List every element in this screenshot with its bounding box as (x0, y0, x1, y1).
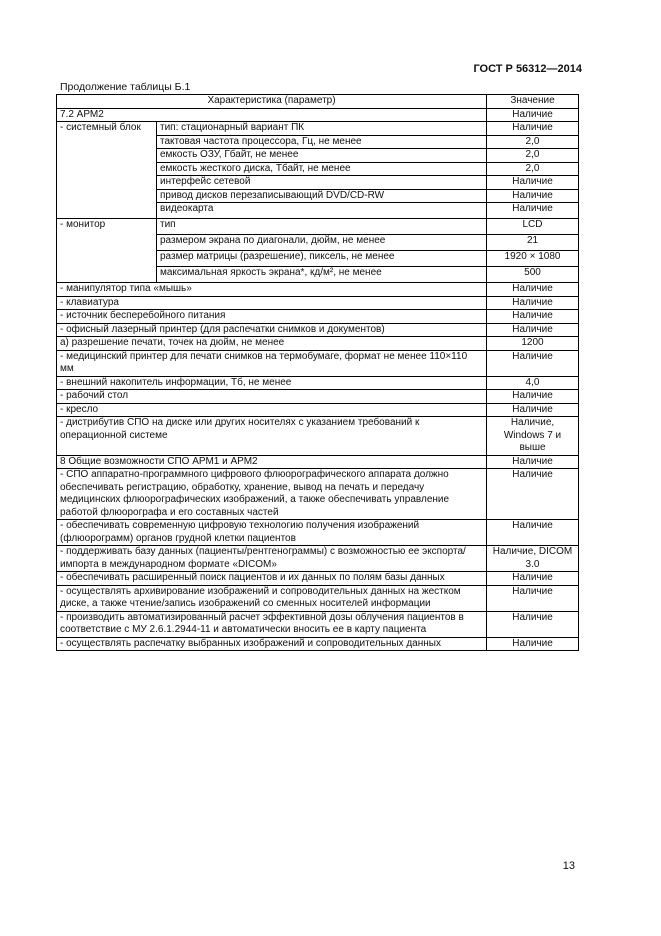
row-value: Наличие, Windows 7 и выше (487, 417, 579, 456)
page-number: 13 (562, 860, 575, 872)
row-text: - поддерживать базу данных (пациенты/рентгенограммы) с возможностью ее экспорта/импорта в международном формате «DICOM» (57, 546, 487, 572)
value-cell: 2,0 (487, 135, 579, 149)
table-row (57, 350, 579, 376)
param-cell: емкость жесткого диска, Тбайт, не менее (157, 162, 487, 176)
row-value: Наличие (487, 572, 579, 586)
spec-table (56, 94, 579, 651)
header-value: Значение (487, 95, 579, 109)
section-row-arm2 (57, 108, 579, 122)
param-cell: тип: стационарный вариант ПК (157, 122, 487, 136)
table-row (57, 390, 579, 404)
row-text: - осуществлять распечатку выбранных изображений и сопроводительных данных (57, 637, 487, 651)
param-cell: емкость ОЗУ, Гбайт, не менее (157, 149, 487, 163)
table-row (57, 323, 579, 337)
section-value-arm2: Наличие (487, 108, 579, 122)
row-value: Наличие (487, 296, 579, 310)
row-text: - СПО аппаратно-программного цифрового флюорографического аппарата должно обеспечивать регистрацию, обработку, хранение, вывод на печать и передачу медицинских флюорографических изображений, а также обеспечивать управление работой флюорографа и его составных частей (57, 469, 487, 520)
row-value: Наличие (487, 585, 579, 611)
row-value: Наличие, DICOM 3.0 (487, 546, 579, 572)
value-cell: Наличие (487, 122, 579, 136)
row-value: Наличие (487, 403, 579, 417)
table-row (57, 337, 579, 351)
value-cell: 1920 × 1080 (487, 251, 579, 267)
row-text: - источник бесперебойного питания (57, 310, 487, 324)
param-cell: интерфейс сетевой (157, 176, 487, 190)
sysblock-label: - системный блок (57, 122, 157, 219)
table-row (57, 376, 579, 390)
row-text: - внешний накопитель информации, Тб, не менее (57, 376, 487, 390)
row-text: - манипулятор типа «мышь» (57, 283, 487, 297)
section-title-arm2: 7.2 АРМ2 (57, 108, 487, 122)
table-row (57, 296, 579, 310)
table-row (57, 310, 579, 324)
param-cell: тактовая частота процессора, Гц, не менее (157, 135, 487, 149)
value-cell: Наличие (487, 203, 579, 219)
param-cell: привод дисков перезаписывающий DVD/CD-RW (157, 189, 487, 203)
monitor-label: - монитор (57, 219, 157, 283)
row-text: - рабочий стол (57, 390, 487, 404)
table-row (57, 283, 579, 297)
table-caption: Продолжение таблицы Б.1 (60, 81, 191, 93)
value-cell: Наличие (487, 189, 579, 203)
table-row (57, 585, 579, 611)
table-row (57, 469, 579, 520)
row-text: - медицинский принтер для печати снимков на термобумаге, формат не менее 110×110 мм (57, 350, 487, 376)
row-text: - кресло (57, 403, 487, 417)
param-cell: размер матрицы (разрешение), пиксель, не менее (157, 251, 487, 267)
row-text: - обеспечивать расширенный поиск пациентов и их данных по полям базы данных (57, 572, 487, 586)
standard-number: ГОСТ Р 56312—2014 (473, 63, 582, 75)
value-cell: 2,0 (487, 162, 579, 176)
section-value-8: Наличие (487, 455, 579, 469)
value-cell: Наличие (487, 176, 579, 190)
row-text: - обеспечивать современную цифровую технологию получения изображений (флюорограмм) органов грудной клетки пациентов (57, 520, 487, 546)
row-text: - осуществлять архивирование изображений и сопроводительных данных на жестком диске, а также чтение/запись изображений со сменных носителей информации (57, 585, 487, 611)
section-row-8 (57, 455, 579, 469)
row-value: Наличие (487, 350, 579, 376)
param-cell: тип (157, 219, 487, 235)
table-row (57, 520, 579, 546)
row-value: Наличие (487, 469, 579, 520)
param-cell: размером экрана по диагонали, дюйм, не менее (157, 235, 487, 251)
row-text: а) разрешение печати, точек на дюйм, не менее (57, 337, 487, 351)
table-row (57, 611, 579, 637)
table-row (57, 546, 579, 572)
row-value: 4,0 (487, 376, 579, 390)
param-cell: видеокарта (157, 203, 487, 219)
row-text: - офисный лазерный принтер (для распечатки снимков и документов) (57, 323, 487, 337)
row-value: Наличие (487, 637, 579, 651)
row-text: - производить автоматизированный расчет эффективной дозы облучения пациентов в соответствие с МУ 2.6.1.2944-11 и автоматически вносить ее в карту пациента (57, 611, 487, 637)
row-value: Наличие (487, 310, 579, 324)
table-row (57, 417, 579, 456)
table-row (57, 572, 579, 586)
value-cell: 500 (487, 267, 579, 283)
row-value: Наличие (487, 611, 579, 637)
row-value: Наличие (487, 323, 579, 337)
table-header-row (57, 95, 579, 109)
row-value: Наличие (487, 520, 579, 546)
row-value: Наличие (487, 390, 579, 404)
row-text: - клавиатура (57, 296, 487, 310)
header-characteristic: Характеристика (параметр) (57, 95, 487, 109)
row-value: 1200 (487, 337, 579, 351)
monitor-row (57, 219, 579, 235)
value-cell: 2,0 (487, 149, 579, 163)
table-row (57, 403, 579, 417)
value-cell: 21 (487, 235, 579, 251)
row-value: Наличие (487, 283, 579, 297)
sysblock-row (57, 122, 579, 136)
row-text: - дистрибутив СПО на диске или других носителях с указанием требований к операционной системе (57, 417, 487, 456)
param-cell: максимальная яркость экрана*, кд/м², не менее (157, 267, 487, 283)
value-cell: LCD (487, 219, 579, 235)
table-row (57, 637, 579, 651)
section-title-8: 8 Общие возможности СПО АРМ1 и АРМ2 (57, 455, 487, 469)
